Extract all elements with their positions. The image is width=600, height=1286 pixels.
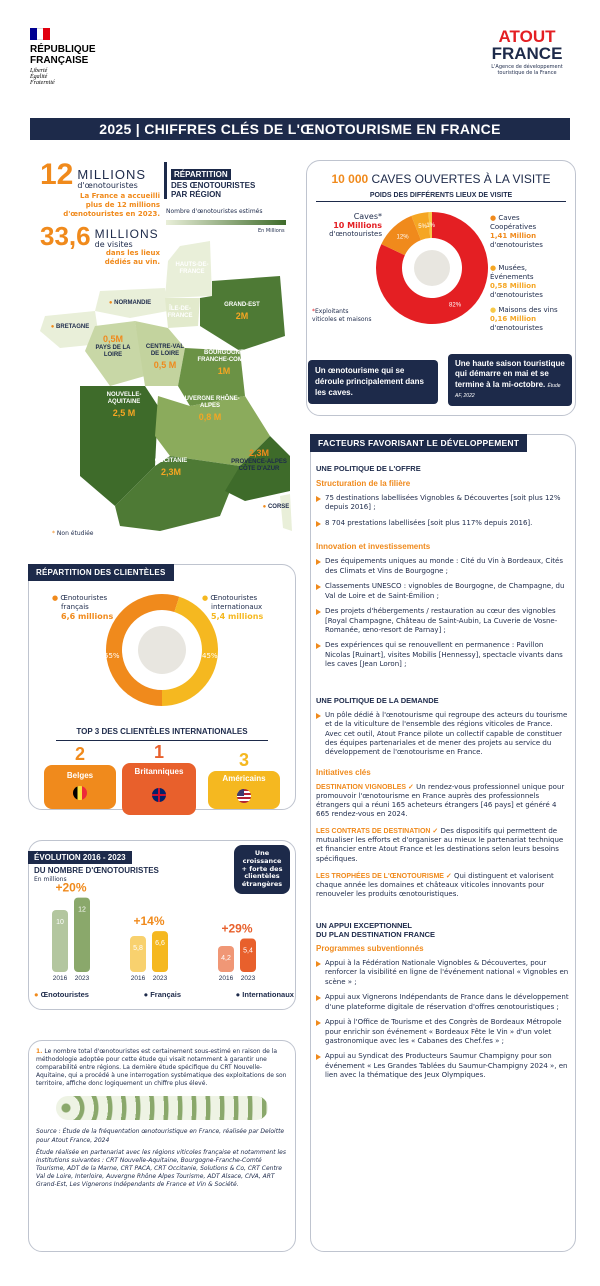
label-corse: ● CORSE bbox=[262, 504, 290, 510]
caves-pie bbox=[372, 208, 492, 328]
bar-value-3-2: 5,4 bbox=[243, 947, 253, 955]
marianne-flag-icon bbox=[30, 28, 50, 40]
demande-sub: Initiatives clés bbox=[316, 767, 371, 777]
map-title-1: RÉPARTITION bbox=[171, 169, 231, 180]
bar-2-2 bbox=[152, 931, 168, 972]
fig-b-num: 33,6 bbox=[40, 221, 91, 252]
belgium-flag-icon bbox=[73, 786, 87, 800]
caves-pie-pct-2: 12% bbox=[396, 234, 409, 241]
offre-b1: 75 destinations labellisées Vignobles & Découvertes [soit plus 12% depuis 2016] ; bbox=[316, 494, 570, 513]
footnote-content: 1. Le nombre total d'œnotouristes est certainement sous-estimé en raison de la méthodologie adoptée pour cette étude qui visait notamment à garantir une comparabilité entre régions. La dernière étude spécifique du CRT Nouvelle-Aquitaine, qui a procédé à une interrogation systématique des exploitations de son territoire, affiche donc logiquement un chiffre plus élevé. Source : Étude de la fréquentation œnotouristique en France, réalisée par Deloitte pour Atout France, 2024 Étude réalisée en partenariat avec les régions viticoles française et notamment les institutions suivantes : CRT Nouvelle-Aquitaine, Bourgogne-Franche-Comté Tourisme, ADT de la Marne, CRT PACA, CRT Occitanie, Solutions & Co, CRT Centre Val de Loire, Interloire, Auvergne Rhône Alpes Tourisme, ADT Alsace, CIVA, ART Grand-Est, Les Vignerons Indépendants de France et Vin & Société. bbox=[36, 1048, 287, 1189]
map-footnote: * Non étudiée bbox=[52, 530, 94, 537]
appui-title-2: DU PLAN DESTINATION FRANCE bbox=[316, 929, 436, 939]
label-paca: 2,3M PROVENCE-ALPES CÔTE D'AZUR bbox=[231, 448, 287, 472]
fig-b-note2: dédiés au vin. bbox=[104, 258, 160, 267]
facteurs-content bbox=[316, 464, 570, 1087]
fig-a-unit: MILLIONS bbox=[77, 167, 147, 182]
offre-sub2: Innovation et investissements bbox=[316, 542, 431, 552]
top3-britanniques: 1 Britanniques bbox=[122, 742, 196, 815]
caves-subtitle: POIDS DES DIFFÉRENTS LIEUX DE VISITE bbox=[316, 192, 566, 202]
map-legend-unit: En Millions bbox=[258, 228, 285, 234]
appui-b3: Appui à l'Office de Tourisme et des Congrès de Bordeaux Métropole pour enrichir son événement « Bordeaux Fête le Vin » d'un volet gastronomique avec les « Cabanes des Chef.fes » ; bbox=[316, 1018, 570, 1046]
label-bretagne: ● BRETAGNE bbox=[50, 324, 90, 330]
caves-item-1: ● Caves Coopératives 1,41 Million d'œnotouristes bbox=[490, 214, 543, 250]
motto-line3: Fraternité bbox=[30, 80, 55, 86]
caves-left-unit: d'œnotouristes bbox=[329, 230, 382, 238]
caves-item-3: ● Maisons des vins 0,16 Million d'œnotouristes bbox=[490, 306, 558, 333]
grape-icon: ● bbox=[34, 990, 39, 999]
label-grand-est: GRAND-EST 2M bbox=[224, 302, 260, 322]
caves-box-1: Un œnotourisme qui se déroule principalement dans les caves. bbox=[308, 360, 438, 404]
facteurs-title: FACTEURS FAVORISANT LE DÉVELOPPEMENT bbox=[310, 434, 527, 452]
evo-unit: En millions bbox=[34, 876, 67, 883]
motto-line2: Égalité bbox=[30, 74, 48, 80]
caves-item-2: ● Musées, Événements 0,58 Million d'œnotouristes bbox=[490, 264, 543, 300]
label-naq: NOUVELLE-AQUITAINE 2,5 M bbox=[106, 392, 142, 419]
map-title bbox=[164, 162, 284, 199]
caves-left-note: *Exploitants viticoles et maisons bbox=[312, 308, 372, 323]
bar-value-3-1: 4,2 bbox=[221, 954, 231, 962]
appui-b1: Appui à la Fédération Nationale Vignobles & Découvertes, pour renforcer la visibilité en ligne de l'événement national « Vignobles en scène » ; bbox=[316, 959, 570, 987]
globe-icon: ● bbox=[235, 990, 241, 999]
evo-bubble: Une croissance + forte des clientèles étrangères bbox=[234, 845, 290, 894]
top3-title: TOP 3 DES CLIENTÈLES INTERNATIONALES bbox=[76, 727, 248, 736]
bar-value-2-2: 6,6 bbox=[155, 940, 165, 948]
demande-title: UNE POLITIQUE DE LA DEMANDE bbox=[316, 695, 439, 705]
atout-line2: FRANCE bbox=[491, 44, 563, 63]
region-corse bbox=[280, 494, 292, 531]
fig-a-label: d'œnotouristes bbox=[77, 181, 138, 190]
evo-title-1: ÉVOLUTION 2016 - 2023 bbox=[28, 851, 132, 864]
year-label-3-2: 2023 bbox=[240, 975, 256, 980]
map-title-3: PAR RÉGION bbox=[171, 190, 222, 199]
year-label-2-2: 2023 bbox=[152, 975, 168, 980]
caves-box-2: Une haute saison touristique qui démarre en mai et se termine à la mi-octobre. Étude AF, 2022 bbox=[448, 354, 572, 406]
evolution-title bbox=[28, 845, 165, 877]
republique-line2: FRANÇAISE bbox=[30, 55, 89, 66]
caves-pie-grape-icon bbox=[414, 250, 450, 286]
fig-a-note1: La France a accueilli bbox=[80, 192, 160, 200]
label-ara: AUVERGNE RHÔNE-ALPES 0,8 M bbox=[180, 396, 240, 423]
label-bourgogne: BOURGOGNE FRANCHE-COMTÉ 1M bbox=[197, 350, 251, 377]
republique-line1: RÉPUBLIQUE bbox=[30, 44, 96, 55]
offre-b2: 8 704 prestations labellisées [soit plus 117% depuis 2016]. bbox=[316, 519, 570, 528]
map-title-2: DES ŒNOTOURISTES bbox=[171, 181, 256, 190]
fig-a-note2: plus de 12 millions bbox=[85, 201, 160, 210]
label-normandie: ● NORMANDIE bbox=[108, 300, 152, 306]
top3-belges: 2 Belges bbox=[44, 744, 116, 809]
init-1: DESTINATION VIGNOBLES ✓ Un rendez-vous professionnel unique pour promouvoir l'œnotourisme en France auprès des professionnels étrangers qui a réuni 165 acheteurs étrangers [46 pays] et généré 4 665 rendez-vous en 2024. bbox=[316, 782, 565, 819]
fig-b-note1: dans les lieux bbox=[105, 249, 160, 258]
label-hauts: HAUTS-DE-FRANCE bbox=[175, 262, 209, 276]
bar-2-1 bbox=[130, 936, 146, 972]
atout-france-logo bbox=[482, 28, 572, 76]
map-legend-gradient bbox=[166, 220, 286, 225]
year-label-1-1: 2016 bbox=[52, 975, 68, 980]
republique-logo bbox=[30, 28, 120, 98]
france-map bbox=[40, 236, 300, 536]
caves-pie-pct-3: 5% bbox=[418, 224, 427, 231]
year-label-1-2: 2023 bbox=[74, 975, 90, 980]
offre-b4: Classements UNESCO : vignobles de Bourgogne, de Champagne, du Val de Loire et de Saint-Émilion ; bbox=[316, 582, 570, 601]
label-pdl: 0,5M PAYS DE LA LOIRE bbox=[95, 334, 131, 358]
motto-line1: Liberté bbox=[30, 68, 48, 74]
label-idf: ÎLE-DE-FRANCE bbox=[167, 306, 193, 320]
appui-title-1: UN APPUI EXCEPTIONNEL bbox=[316, 920, 412, 930]
clienteles-fr: ● Œnotouristes français 6,6 millions bbox=[52, 594, 114, 622]
caves-pie-pct-1: 82% bbox=[449, 302, 462, 309]
fr-pct: 55% bbox=[104, 652, 120, 660]
uk-flag-icon bbox=[152, 788, 166, 802]
caves-pie-pct-4: 1% bbox=[426, 223, 435, 230]
map-legend-label: Nombre d'œnotouristes estimés bbox=[166, 208, 263, 215]
top3-line bbox=[56, 740, 268, 741]
growth-label-2: +14% bbox=[133, 914, 165, 929]
page-title: 2025 | CHIFFRES CLÉS DE L'ŒNOTOURISME EN FRANCE bbox=[30, 118, 570, 140]
appui-sub: Programmes subventionnés bbox=[316, 943, 424, 953]
bar-value-2-1: 5,8 bbox=[133, 945, 143, 953]
caves-left-value: 10 Millions bbox=[333, 221, 382, 230]
fig-b-label: de visites bbox=[94, 240, 133, 250]
caves-title: 10 000 CAVES OUVERTES À LA VISITE bbox=[331, 172, 551, 186]
clienteles-title: RÉPARTITION DES CLIENTÈLES bbox=[28, 564, 174, 581]
evolution-bars bbox=[30, 880, 294, 980]
offre-title: UNE POLITIQUE DE L'OFFRE bbox=[316, 464, 421, 473]
clienteles-int: ● Œnotouristes internationaux 5,4 millions bbox=[202, 594, 264, 622]
top3-americains: 3 Américains bbox=[208, 750, 280, 809]
appui-b4: Appui au Syndicat des Producteurs Saumur Champigny pour son événement « Les Grandes Tablées du Saumur-Champigny 2024 », en lien avec la thématique des Jeux Olympiques. bbox=[316, 1052, 570, 1080]
demande-b1: Un pôle dédié à l'œnotourisme qui regroupe des acteurs du tourisme et de la viticulture de l'ensemble des régions viticoles de France. Avec cet outil, Atout France pilote un collectif capable de constituer des équipes partenariales et de mener des projets au service du développement de l'œnotourisme en France. bbox=[316, 711, 570, 758]
label-centre: CENTRE-VAL DE LOIRE 0,5 M bbox=[145, 344, 185, 371]
fig-a-num: 12 bbox=[40, 158, 74, 191]
appui-b2: Appui aux Vignerons Indépendants de France dans le développement d'une plateforme digitale de réservation d'offres œnotouristiques ; bbox=[316, 993, 570, 1012]
year-label-2-1: 2016 bbox=[130, 975, 146, 980]
evo-legend: ● Œnotouristes ● Français ● Internationaux bbox=[34, 990, 294, 999]
atout-line1: ATOUT bbox=[498, 27, 556, 46]
label-occitanie: OCCITANIE 2,3M bbox=[154, 458, 188, 478]
offre-sub1: Structuration de la filière bbox=[316, 479, 411, 488]
init-2: LES CONTRATS DE DESTINATION ✓ Des dispositifs qui permettent de mutualiser les efforts et d'organiser au mieux le partenariat technique et financier entre Atout France et les destinations selon leurs besoins spécifiques. bbox=[316, 827, 564, 863]
fig-b-unit: MILLIONS bbox=[94, 227, 159, 242]
atout-sub1: L'Agence de développement bbox=[491, 64, 563, 70]
growth-label-3: +29% bbox=[221, 921, 253, 936]
year-label-3-1: 2016 bbox=[218, 975, 234, 980]
fr-flag-icon: ● bbox=[143, 990, 149, 999]
offre-b3: Des équipements uniques au monde : Cité du Vin à Bordeaux, Cités des Climats et Vins de Bourgogne ; bbox=[316, 557, 570, 576]
caves-left-label: Caves* bbox=[353, 212, 382, 221]
vine-illustration bbox=[56, 1096, 268, 1120]
offre-b6: Des expériences qui se renouvellent en permanence : Pavillon Nicolas [Ruinart], visites Mobilis [Hennessy], spectacle vivants dans les caves [Jean Loron] ; bbox=[316, 641, 570, 669]
bar-value-1-2: 12 bbox=[78, 906, 86, 914]
clienteles-donut-grape-icon bbox=[138, 626, 186, 674]
fig-a-note3: d'œnotouristes en 2023. bbox=[63, 210, 160, 219]
evo-title-2: DU NOMBRE D'ŒNOTOURISTES bbox=[34, 866, 159, 875]
usa-flag-icon bbox=[237, 789, 251, 803]
bar-value-1-1: 10 bbox=[56, 919, 64, 926]
growth-label-1: +20% bbox=[55, 880, 87, 895]
init-3: LES TROPHÉES DE L'ŒNOTOURISME ✓ Qui distinguent et valorisent chaque année les domaines et châteaux viticoles innovants pour renouveler les produits œnotouristiques. bbox=[316, 871, 554, 898]
offre-b5: Des projets d'hébergements / restauration au cœur des vignobles [Royal Champagne, Château de Saint-Aubin, La Cuverie de Vosne-Romanée, œno-resort de Parnay] ; bbox=[316, 607, 570, 635]
bar-3-2 bbox=[240, 939, 256, 972]
atout-sub2: touristique de la France bbox=[497, 70, 557, 76]
clienteles-donut bbox=[102, 590, 222, 710]
int-pct: 45% bbox=[202, 652, 218, 660]
